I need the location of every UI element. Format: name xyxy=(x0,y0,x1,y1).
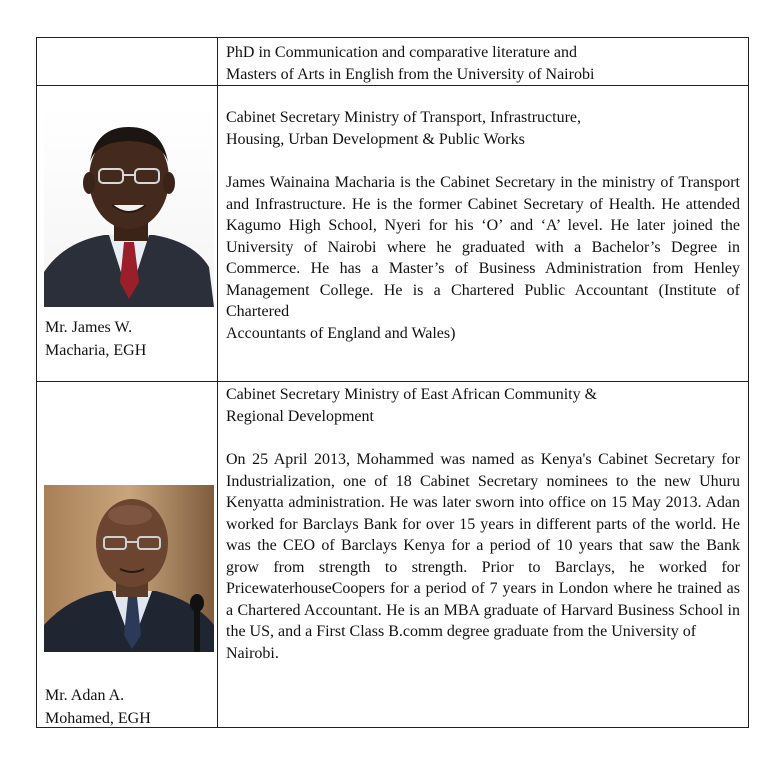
qualification-line: Masters of Arts in English from the University of Nairobi xyxy=(226,65,595,83)
biography-ending: Accountants of England and Wales) xyxy=(226,324,456,342)
position-title: Cabinet Secretary Ministry of East African Community & Regional Development xyxy=(226,386,598,425)
table-row xyxy=(37,382,749,728)
table-row xyxy=(37,86,749,382)
qualifications-cell xyxy=(218,38,749,86)
name-cell xyxy=(37,86,218,382)
biography-text: James Wainaina Macharia is the Cabinet Secretary in the ministry of Transport and Infrastructure. He is the former Cabinet Secretary of Health. He attended Kagumo High School, Nyeri for his ‘O’ and ‘A’ level. He later joined the University of Nairobi where he graduated with a Bachelor’s Degree in Commerce. He has a Master’s of Business Administration from Henley Management College. He is a Chartered Public Accountant (Institute of Chartered xyxy=(226,174,740,320)
profile-cell xyxy=(218,382,749,728)
name-cell xyxy=(37,382,218,728)
table-row xyxy=(37,38,749,86)
profile-cell xyxy=(218,86,749,382)
profiles-table xyxy=(36,37,749,728)
person-name: Mr. James W. Macharia, EGH xyxy=(45,319,147,359)
empty-name-cell xyxy=(37,38,218,86)
position-title: Cabinet Secretary Ministry of Transport, Infrastructure, Housing, Urban Development & Public Works xyxy=(226,109,582,148)
biography-text: On 25 April 2013, Mohammed was named as Kenya's Cabinet Secretary for Industrialization, one of 18 Cabinet Secretary nominees to the new Uhuru Kenyatta administration. He was later sworn into office on 15 May 2013. Adan worked for Barclays Bank for over 15 years in different parts of the world. He was the CEO of Barclays Kenya for a period of 10 years that saw the Bank grow from strength to strength. Prior to Barclays, he worked for PricewaterhouseCoopers for a period of 7 years in London where he trained as a Chartered Accountant. He is an MBA graduate of Harvard Business School in the US, and a First Class B.comm degree graduate from the University of xyxy=(226,451,740,640)
portrait-photo-james-macharia xyxy=(44,107,214,307)
qualification-line: PhD in Communication and comparative literature and xyxy=(226,44,578,61)
portrait-photo-adan-mohamed xyxy=(44,485,214,652)
person-name: Mr. Adan A. Mohamed, EGH xyxy=(45,687,151,727)
biography-ending: Nairobi. xyxy=(226,644,279,662)
